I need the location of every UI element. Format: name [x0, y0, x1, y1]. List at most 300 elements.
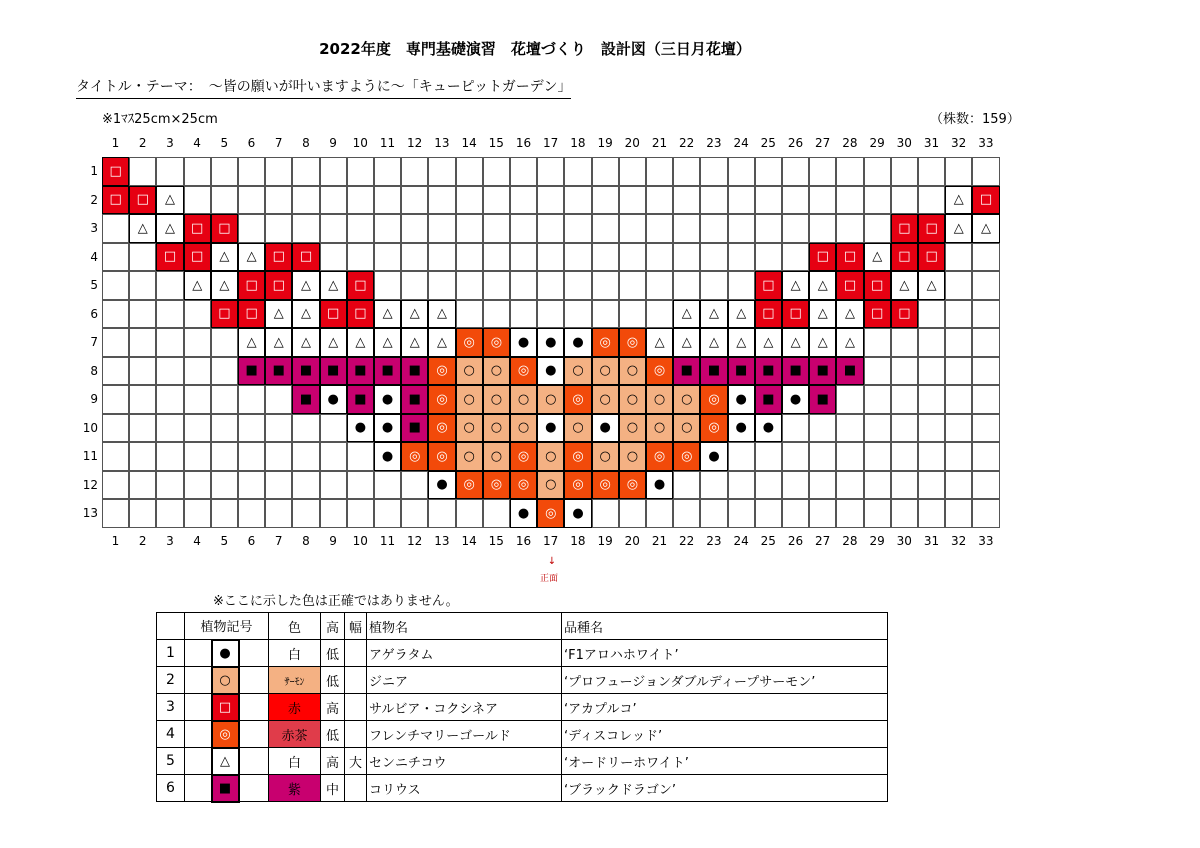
- column-number-bottom: 25: [760, 534, 776, 548]
- empty-cell: [891, 328, 918, 357]
- empty-cell: [891, 157, 918, 186]
- column-number-bottom: 16: [515, 534, 532, 548]
- plant-cell: △: [755, 328, 782, 357]
- empty-cell: [619, 499, 646, 528]
- plant-cell: ○: [673, 414, 700, 443]
- empty-cell: [864, 357, 891, 386]
- empty-cell: [428, 186, 455, 215]
- column-number-bottom: 4: [193, 534, 201, 548]
- empty-cell: [129, 499, 156, 528]
- empty-cell: [564, 186, 591, 215]
- empty-cell: [456, 157, 483, 186]
- column-number-top: 16: [515, 136, 532, 150]
- empty-cell: [619, 271, 646, 300]
- empty-cell: [456, 243, 483, 272]
- empty-cell: [401, 157, 428, 186]
- column-number-bottom: 15: [488, 534, 504, 548]
- empty-cell: [673, 499, 700, 528]
- empty-cell: [564, 271, 591, 300]
- plant-cell: ○: [619, 385, 646, 414]
- empty-cell: [483, 271, 510, 300]
- empty-cell: [646, 271, 673, 300]
- empty-cell: [945, 499, 972, 528]
- empty-cell: [809, 186, 836, 215]
- empty-cell: [428, 157, 455, 186]
- empty-cell: [374, 214, 401, 243]
- empty-cell: [646, 214, 673, 243]
- column-number-top: 15: [488, 136, 504, 150]
- column-number-bottom: 26: [787, 534, 804, 548]
- empty-cell: [700, 157, 727, 186]
- empty-cell: [292, 499, 319, 528]
- empty-cell: [102, 271, 129, 300]
- empty-cell: [102, 357, 129, 386]
- plant-cell: □: [809, 243, 836, 272]
- empty-cell: [347, 186, 374, 215]
- legend-table: [156, 612, 888, 803]
- empty-cell: [728, 243, 755, 272]
- plant-cell: △: [184, 271, 211, 300]
- empty-cell: [102, 414, 129, 443]
- empty-cell: [864, 385, 891, 414]
- empty-cell: [972, 157, 999, 186]
- plant-cell: ◎: [456, 471, 483, 500]
- empty-cell: [918, 300, 945, 329]
- empty-cell: [864, 414, 891, 443]
- empty-cell: [700, 186, 727, 215]
- plant-cell: ■: [292, 385, 319, 414]
- empty-cell: [184, 357, 211, 386]
- plant-cell: ○: [646, 414, 673, 443]
- empty-cell: [782, 186, 809, 215]
- plant-cell: ◎: [592, 471, 619, 500]
- column-number-bottom: 5: [220, 534, 229, 548]
- plant-cell: ◎: [646, 442, 673, 471]
- empty-cell: [238, 186, 265, 215]
- plant-cell: ○: [483, 414, 510, 443]
- empty-cell: [592, 214, 619, 243]
- plant-cell: ●: [646, 471, 673, 500]
- plant-cell: ○: [592, 442, 619, 471]
- legend-plant-name: ジニア: [367, 667, 562, 694]
- empty-cell: [320, 157, 347, 186]
- theme-line: タイトル・テーマ： ～皆の願いが叶いますように～「キューピットガーデン」: [76, 76, 571, 99]
- column-number-bottom: 19: [597, 534, 613, 548]
- empty-cell: [320, 442, 347, 471]
- plant-cell: □: [238, 300, 265, 329]
- empty-cell: [374, 157, 401, 186]
- plant-cell: △: [836, 300, 863, 329]
- empty-cell: [592, 300, 619, 329]
- legend-gap: [185, 667, 212, 694]
- empty-cell: [238, 414, 265, 443]
- empty-cell: [483, 157, 510, 186]
- legend-plant-name: センニチコウ: [367, 748, 562, 775]
- empty-cell: [211, 414, 238, 443]
- plant-cell: ■: [238, 357, 265, 386]
- row-number: 4: [90, 249, 98, 264]
- column-number-bottom: 7: [274, 534, 283, 548]
- legend-no: 5: [157, 748, 185, 775]
- empty-cell: [265, 414, 292, 443]
- legend-no: 1: [157, 640, 185, 667]
- column-number-top: 13: [434, 136, 450, 150]
- plant-cell: ●: [428, 471, 455, 500]
- plant-cell: ◎: [483, 471, 510, 500]
- empty-cell: [156, 385, 183, 414]
- empty-cell: [211, 499, 238, 528]
- empty-cell: [102, 243, 129, 272]
- empty-cell: [891, 385, 918, 414]
- legend-symbol: □: [212, 694, 239, 721]
- column-number-top: 12: [407, 136, 423, 150]
- plant-cell: ○: [537, 385, 564, 414]
- legend-symbol: ○: [212, 667, 239, 694]
- empty-cell: [537, 243, 564, 272]
- column-number-bottom: 30: [896, 534, 912, 548]
- legend-variety: ‘F1アロハホワイト’: [562, 640, 888, 667]
- legend-row: [157, 667, 888, 694]
- plant-cell: ■: [755, 357, 782, 386]
- empty-cell: [945, 414, 972, 443]
- plant-cell: ●: [755, 414, 782, 443]
- legend-width: [345, 640, 367, 667]
- plant-cell: □: [102, 186, 129, 215]
- column-number-top: 4: [193, 136, 201, 150]
- legend-header-height: 高: [321, 613, 345, 640]
- empty-cell: [456, 300, 483, 329]
- plant-cell: ◎: [700, 414, 727, 443]
- plant-cell: ○: [619, 442, 646, 471]
- empty-cell: [836, 385, 863, 414]
- plant-cell: □: [211, 300, 238, 329]
- empty-cell: [646, 499, 673, 528]
- page-title: 2022年度 専門基礎演習 花壇づくり 設計図（三日月花壇）: [319, 40, 751, 58]
- legend-width: [345, 721, 367, 748]
- plant-cell: ○: [510, 385, 537, 414]
- plant-cell: ○: [537, 442, 564, 471]
- legend-gap: [185, 640, 212, 667]
- empty-cell: [836, 471, 863, 500]
- plant-cell: □: [836, 271, 863, 300]
- plant-cell: △: [646, 328, 673, 357]
- empty-cell: [129, 157, 156, 186]
- empty-cell: [809, 414, 836, 443]
- empty-cell: [564, 243, 591, 272]
- row-number: 10: [82, 420, 98, 435]
- plant-cell: △: [728, 300, 755, 329]
- legend-no: 2: [157, 667, 185, 694]
- plant-cell: △: [374, 300, 401, 329]
- empty-cell: [918, 357, 945, 386]
- legend-row: [157, 640, 888, 667]
- row-number: 3: [90, 221, 98, 235]
- empty-cell: [265, 186, 292, 215]
- column-number-bottom: 20: [624, 534, 640, 548]
- plant-cell: □: [156, 243, 183, 272]
- column-number-top: 20: [624, 136, 640, 150]
- plant-count: （株数：159）: [930, 112, 1020, 127]
- empty-cell: [864, 442, 891, 471]
- plant-cell: ■: [401, 357, 428, 386]
- empty-cell: [184, 186, 211, 215]
- legend-color: 赤: [269, 694, 321, 721]
- empty-cell: [918, 499, 945, 528]
- empty-cell: [510, 243, 537, 272]
- plant-cell: ○: [673, 385, 700, 414]
- plant-cell: ●: [700, 442, 727, 471]
- plant-cell: ◎: [564, 385, 591, 414]
- plant-cell: □: [184, 214, 211, 243]
- plant-cell: ■: [320, 357, 347, 386]
- empty-cell: [265, 214, 292, 243]
- plant-cell: ○: [646, 385, 673, 414]
- plant-cell: ◎: [456, 328, 483, 357]
- empty-cell: [945, 243, 972, 272]
- plant-cell: □: [864, 300, 891, 329]
- legend-plant-name: コリウス: [367, 775, 562, 802]
- empty-cell: [891, 499, 918, 528]
- column-number-top: 19: [597, 136, 613, 150]
- column-number-top: 33: [978, 136, 994, 150]
- empty-cell: [972, 271, 999, 300]
- empty-cell: [592, 499, 619, 528]
- empty-cell: [945, 471, 972, 500]
- plant-cell: △: [918, 271, 945, 300]
- empty-cell: [428, 243, 455, 272]
- empty-cell: [456, 214, 483, 243]
- plant-cell: ◎: [510, 442, 537, 471]
- plant-cell: △: [374, 328, 401, 357]
- empty-cell: [782, 499, 809, 528]
- column-number-top: 24: [733, 136, 749, 150]
- empty-cell: [374, 243, 401, 272]
- empty-cell: [129, 442, 156, 471]
- legend-gap: [185, 694, 212, 721]
- empty-cell: [374, 271, 401, 300]
- row-number: 9: [90, 392, 98, 406]
- column-number-bottom: 21: [651, 534, 668, 548]
- column-number-top: 8: [302, 136, 310, 150]
- plant-cell: □: [755, 271, 782, 300]
- empty-cell: [836, 414, 863, 443]
- empty-cell: [483, 243, 510, 272]
- empty-cell: [156, 328, 183, 357]
- plant-cell: ■: [700, 357, 727, 386]
- empty-cell: [972, 357, 999, 386]
- legend-height: 高: [321, 694, 345, 721]
- empty-cell: [782, 243, 809, 272]
- empty-cell: [238, 499, 265, 528]
- row-number: 1: [90, 164, 98, 178]
- empty-cell: [809, 499, 836, 528]
- plant-cell: ■: [347, 385, 374, 414]
- empty-cell: [782, 414, 809, 443]
- plant-cell: △: [238, 328, 265, 357]
- empty-cell: [809, 442, 836, 471]
- empty-cell: [564, 214, 591, 243]
- empty-cell: [782, 471, 809, 500]
- empty-cell: [619, 243, 646, 272]
- empty-cell: [102, 385, 129, 414]
- plant-cell: △: [156, 214, 183, 243]
- empty-cell: [184, 414, 211, 443]
- empty-cell: [102, 499, 129, 528]
- plant-cell: ●: [374, 414, 401, 443]
- column-number-bottom: 17: [543, 534, 559, 548]
- empty-cell: [129, 300, 156, 329]
- plant-cell: ●: [374, 442, 401, 471]
- legend-width: [345, 667, 367, 694]
- legend-gap: [239, 640, 269, 667]
- plant-cell: □: [347, 271, 374, 300]
- column-number-top: 32: [951, 136, 967, 150]
- plant-cell: △: [700, 300, 727, 329]
- empty-cell: [129, 328, 156, 357]
- column-number-bottom: 22: [679, 534, 695, 548]
- plant-cell: ●: [537, 328, 564, 357]
- empty-cell: [809, 471, 836, 500]
- legend-row: [157, 748, 888, 775]
- empty-cell: [537, 214, 564, 243]
- plant-cell: △: [945, 186, 972, 215]
- empty-cell: [918, 471, 945, 500]
- empty-cell: [755, 243, 782, 272]
- empty-cell: [918, 414, 945, 443]
- empty-cell: [619, 186, 646, 215]
- empty-cell: [619, 157, 646, 186]
- row-number: 6: [90, 306, 98, 321]
- empty-cell: [972, 385, 999, 414]
- empty-cell: [700, 471, 727, 500]
- empty-cell: [129, 414, 156, 443]
- plant-cell: △: [347, 328, 374, 357]
- empty-cell: [401, 471, 428, 500]
- plant-cell: △: [728, 328, 755, 357]
- plant-cell: □: [755, 300, 782, 329]
- row-number: 5: [90, 278, 98, 292]
- plant-cell: ●: [728, 414, 755, 443]
- legend-gap: [239, 667, 269, 694]
- empty-cell: [156, 442, 183, 471]
- plant-cell: ■: [728, 357, 755, 386]
- plant-cell: ◎: [428, 385, 455, 414]
- plant-cell: □: [292, 243, 319, 272]
- empty-cell: [211, 357, 238, 386]
- plant-cell: △: [265, 300, 292, 329]
- empty-cell: [592, 157, 619, 186]
- plant-cell: △: [401, 300, 428, 329]
- empty-cell: [646, 243, 673, 272]
- empty-cell: [102, 300, 129, 329]
- plant-cell: ◎: [619, 471, 646, 500]
- empty-cell: [428, 214, 455, 243]
- legend-gap: [239, 748, 269, 775]
- empty-cell: [755, 471, 782, 500]
- row-number: 12: [82, 477, 98, 492]
- plant-cell: □: [238, 271, 265, 300]
- plant-cell: ◎: [700, 385, 727, 414]
- row-number: 8: [90, 363, 98, 378]
- plant-cell: ○: [592, 357, 619, 386]
- plant-cell: △: [428, 300, 455, 329]
- legend-variety: ‘ブラックドラゴン’: [562, 775, 888, 802]
- empty-cell: [918, 385, 945, 414]
- legend-plant-name: アゲラタム: [367, 640, 562, 667]
- legend-row: [157, 694, 888, 721]
- plant-cell: ◎: [428, 442, 455, 471]
- legend-color: 白: [269, 640, 321, 667]
- plant-cell: △: [238, 243, 265, 272]
- empty-cell: [673, 157, 700, 186]
- plant-cell: □: [320, 300, 347, 329]
- empty-cell: [728, 214, 755, 243]
- empty-cell: [864, 186, 891, 215]
- plant-cell: □: [972, 186, 999, 215]
- plant-cell: ■: [265, 357, 292, 386]
- plant-cell: ■: [401, 385, 428, 414]
- empty-cell: [347, 243, 374, 272]
- legend-plant-name: サルビア・コクシネア: [367, 694, 562, 721]
- legend-height: 低: [321, 667, 345, 694]
- empty-cell: [782, 214, 809, 243]
- empty-cell: [864, 471, 891, 500]
- column-number-bottom: 11: [379, 534, 396, 548]
- plant-cell: ○: [592, 385, 619, 414]
- empty-cell: [184, 499, 211, 528]
- empty-cell: [292, 157, 319, 186]
- legend-row: [157, 775, 888, 802]
- empty-cell: [945, 157, 972, 186]
- column-number-top: 11: [379, 136, 396, 150]
- empty-cell: [456, 271, 483, 300]
- legend-height: 低: [321, 721, 345, 748]
- column-number-bottom: 24: [733, 534, 749, 548]
- plant-cell: □: [891, 300, 918, 329]
- column-number-top: 14: [461, 136, 477, 150]
- empty-cell: [320, 414, 347, 443]
- plant-cell: △: [809, 300, 836, 329]
- plant-cell: △: [700, 328, 727, 357]
- empty-cell: [836, 186, 863, 215]
- empty-cell: [320, 243, 347, 272]
- column-number-top: 22: [679, 136, 695, 150]
- empty-cell: [755, 499, 782, 528]
- empty-cell: [728, 442, 755, 471]
- empty-cell: [401, 214, 428, 243]
- empty-cell: [428, 271, 455, 300]
- empty-cell: [891, 186, 918, 215]
- plant-cell: ○: [483, 385, 510, 414]
- empty-cell: [129, 471, 156, 500]
- empty-cell: [592, 271, 619, 300]
- column-number-top: 1: [111, 136, 120, 150]
- empty-cell: [401, 499, 428, 528]
- column-number-bottom: 27: [815, 534, 831, 548]
- column-number-bottom: 14: [461, 534, 477, 548]
- column-number-bottom: 6: [247, 534, 256, 548]
- legend-header-symbol: 植物記号: [185, 613, 269, 640]
- plant-cell: ◎: [646, 357, 673, 386]
- plant-cell: □: [918, 243, 945, 272]
- plant-cell: ●: [537, 414, 564, 443]
- column-number-top: 21: [651, 136, 668, 150]
- plant-cell: △: [129, 214, 156, 243]
- column-number-top: 7: [274, 136, 283, 150]
- empty-cell: [564, 157, 591, 186]
- empty-cell: [184, 328, 211, 357]
- plant-cell: ●: [347, 414, 374, 443]
